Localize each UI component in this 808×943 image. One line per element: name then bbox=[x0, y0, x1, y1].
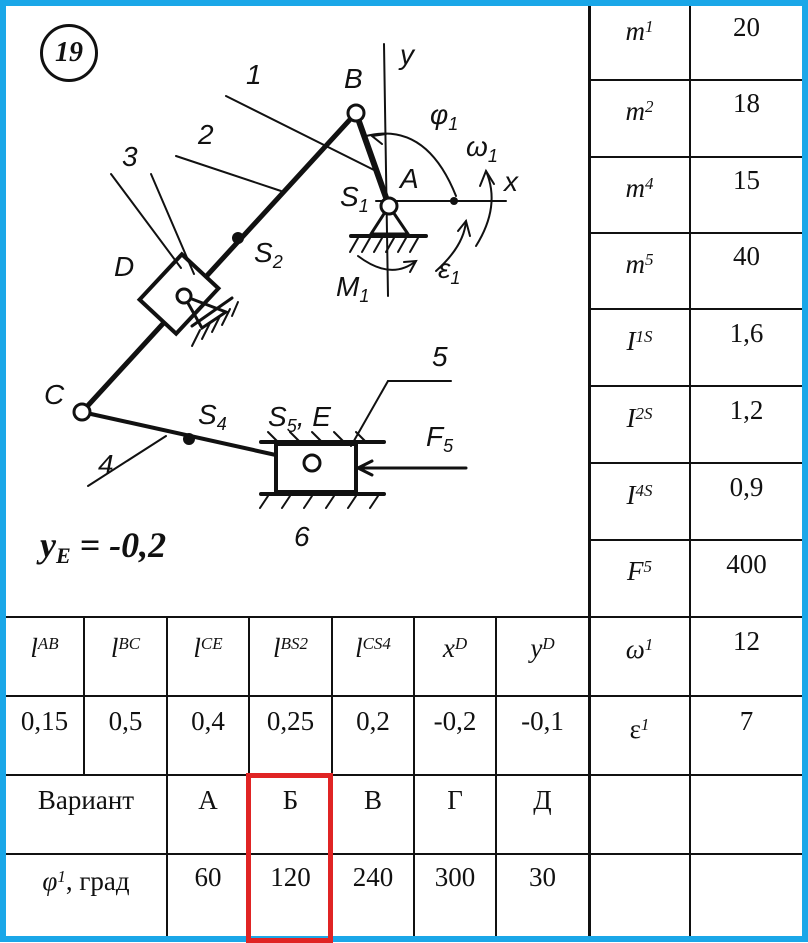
length-value: 0,4 bbox=[191, 706, 225, 736]
label-a: A bbox=[400, 163, 419, 194]
variant-number-badge: 19 bbox=[40, 24, 98, 82]
length-header: l AB bbox=[30, 633, 59, 663]
param-value: 18 bbox=[733, 88, 760, 118]
param-symbol: I 4S bbox=[626, 480, 653, 510]
variant-option: В bbox=[363, 785, 382, 815]
length-value: 0,25 bbox=[266, 706, 315, 736]
label-4: 4 bbox=[98, 449, 114, 480]
length-header: y D bbox=[530, 633, 555, 663]
param-value: 400 bbox=[726, 549, 767, 579]
omega-arc bbox=[476, 171, 492, 246]
label-omega: $\omega_1$ bbox=[466, 131, 498, 166]
length-value: -0,1 bbox=[521, 706, 564, 736]
param-symbol: ε 1 bbox=[629, 714, 650, 744]
center-s4 bbox=[183, 433, 195, 445]
param-symbol: I 2S bbox=[626, 403, 653, 433]
label-6: 6 bbox=[294, 521, 310, 552]
param-symbol: m 5 bbox=[625, 249, 654, 279]
joint-b bbox=[348, 105, 364, 121]
param-value: 12 bbox=[733, 626, 760, 656]
label-eps: $\varepsilon_1$ bbox=[438, 253, 461, 288]
label-x-axis: x bbox=[504, 166, 518, 197]
length-value: 0,5 bbox=[108, 706, 143, 736]
variant-label: Вариант bbox=[37, 785, 135, 815]
variant-option: Г bbox=[447, 785, 463, 815]
label-m1: $M_1$ bbox=[336, 271, 370, 306]
phi-value: 60 bbox=[194, 862, 222, 892]
length-value: 0,15 bbox=[20, 706, 69, 736]
center-s2 bbox=[232, 232, 244, 244]
label-2: 2 bbox=[198, 119, 214, 150]
phi-value: 300 bbox=[434, 862, 476, 892]
joint-d bbox=[177, 289, 191, 303]
label-y-axis: y bbox=[400, 39, 414, 70]
label-c: C bbox=[44, 379, 65, 410]
param-symbol: I 1S bbox=[626, 326, 653, 356]
joint-e bbox=[304, 455, 320, 471]
length-value: -0,2 bbox=[433, 706, 477, 736]
label-b: B bbox=[344, 63, 363, 94]
label-s1: $S_1$ bbox=[340, 181, 369, 216]
param-value: 20 bbox=[733, 12, 760, 42]
param-symbol: ω 1 bbox=[625, 634, 654, 664]
param-symbol: m 2 bbox=[625, 96, 654, 126]
ye-label: $y_E = -0,2$ bbox=[40, 525, 167, 568]
length-header: l CE bbox=[193, 633, 223, 663]
variant-option: А bbox=[198, 785, 218, 815]
length-header: l CS4 bbox=[355, 633, 391, 663]
label-f5: $F_5$ bbox=[426, 421, 454, 456]
label-3: 3 bbox=[122, 141, 138, 172]
y-axis bbox=[384, 44, 388, 296]
joint-c bbox=[74, 404, 90, 420]
length-header: x D bbox=[442, 633, 468, 663]
link-ab bbox=[356, 113, 389, 206]
label-phi: $\varphi_1$ bbox=[430, 99, 459, 134]
label-s5e: $S_5$, E bbox=[268, 401, 331, 436]
param-value: 40 bbox=[733, 241, 760, 271]
label-1: 1 bbox=[246, 59, 262, 90]
param-symbol: m 1 bbox=[625, 16, 654, 46]
phi-value-selected: 120 bbox=[270, 862, 311, 892]
param-value: 7 bbox=[739, 706, 754, 736]
param-value: 15 bbox=[733, 165, 760, 195]
phi-value: 30 bbox=[529, 862, 556, 892]
variant-option: Д bbox=[533, 785, 552, 815]
param-value: 1,6 bbox=[729, 318, 764, 348]
label-s2: $S_2$ bbox=[254, 237, 283, 272]
selected-variant-highlight bbox=[246, 773, 333, 943]
label-d: D bbox=[114, 251, 135, 282]
joint-a bbox=[381, 198, 397, 214]
param-symbol: F 5 bbox=[627, 556, 652, 586]
label-s4: $S_4$ bbox=[198, 399, 227, 434]
length-header: l BS2 bbox=[273, 633, 308, 663]
length-header: l BC bbox=[110, 633, 141, 663]
param-value: 0,9 bbox=[729, 472, 764, 502]
label-5: 5 bbox=[432, 341, 448, 372]
phi-label: φ 1 , град bbox=[42, 866, 130, 896]
phi-value: 240 bbox=[352, 862, 394, 892]
variant-option-selected: Б bbox=[282, 785, 299, 815]
param-value: 1,2 bbox=[729, 395, 764, 425]
length-value: 0,2 bbox=[356, 706, 390, 736]
param-symbol: m 4 bbox=[625, 173, 654, 203]
point-x bbox=[450, 197, 458, 205]
